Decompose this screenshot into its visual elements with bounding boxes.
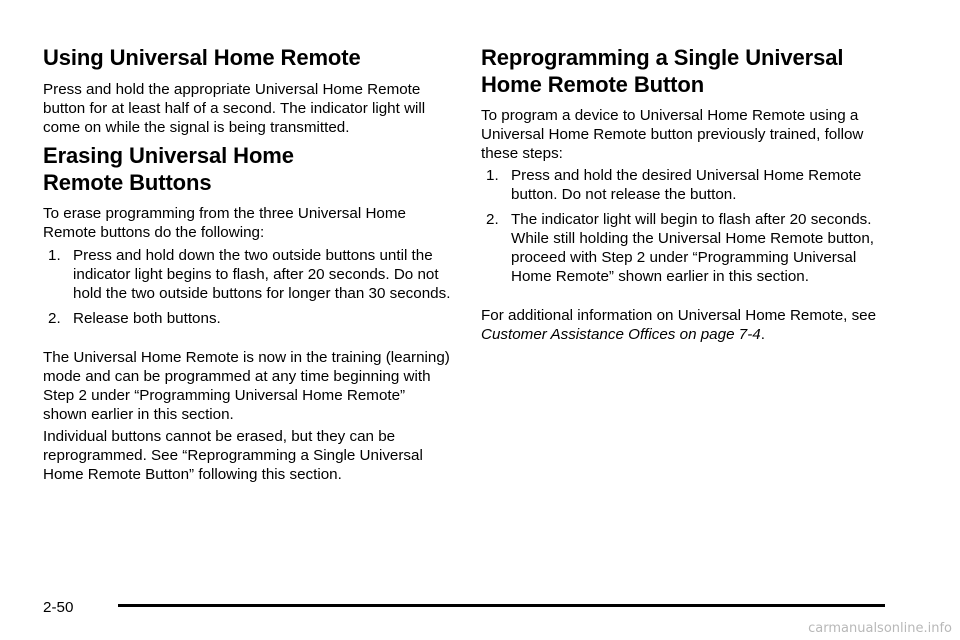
erase-steps-list bbox=[43, 246, 453, 328]
cross-reference-link[interactable]: Customer Assistance Offices on page 7-4 bbox=[481, 326, 761, 343]
paragraph-individual-buttons: Individual buttons cannot be erased, but they can be reprogrammed. See “Reprogramming a Single Universal Home Remote Button” following this section. bbox=[43, 428, 423, 483]
list-item bbox=[43, 246, 453, 303]
paragraph-training-mode: The Universal Home Remote is now in the training (learning) mode and can be programmed at any time beginning with Step 2 under “Programming Universal Home Remote” shown earlier in this section. bbox=[43, 349, 450, 423]
paragraph-using-remote: Press and hold the appropriate Universal Home Remote button for at least half of a second. The indicator light will come on while the signal is being transmitted. bbox=[43, 81, 426, 136]
paragraph-erase-intro: To erase programming from the three Universal Home Remote buttons do the following: bbox=[43, 205, 406, 241]
footer-divider bbox=[118, 604, 885, 607]
step-text: Press and hold down the two outside buttons until the indicator light begins to flash, after 20 seconds. Do not hold the two outside buttons for longer than 30 seconds. bbox=[73, 247, 451, 302]
step-text: Press and hold the desired Universal Home Remote button. Do not release the button. bbox=[511, 167, 862, 203]
additional-info-suffix: . bbox=[760, 326, 765, 343]
paragraph-additional-info bbox=[481, 306, 891, 344]
step-number: 1. bbox=[486, 167, 499, 184]
step-number: 2. bbox=[486, 211, 499, 228]
section-heading-erasing-buttons: Erasing Universal Home Remote Buttons bbox=[43, 143, 294, 195]
step-text: The indicator light will begin to flash after 20 seconds. While still holding the Universal Home Remote button, proceed with Step 2 under “Programming Universal Home Remote” shown earlier in this section. bbox=[511, 211, 874, 285]
step-number: 2. bbox=[48, 310, 61, 327]
watermark: carmanualsonline.info bbox=[808, 621, 952, 636]
section-heading-using-remote: Using Universal Home Remote bbox=[43, 45, 361, 70]
additional-info-text: For additional information on Universal Home Remote, see bbox=[481, 307, 877, 324]
paragraph-reprogram-intro: To program a device to Universal Home Remote using a Universal Home Remote button previously trained, follow these steps: bbox=[481, 107, 864, 162]
list-item bbox=[481, 210, 891, 286]
reprogram-steps-list bbox=[481, 166, 891, 286]
step-number: 1. bbox=[48, 247, 61, 264]
list-item bbox=[43, 309, 453, 328]
step-text: Release both buttons. bbox=[73, 310, 221, 327]
section-heading-reprogramming: Reprogramming a Single Universal Home Remote Button bbox=[481, 45, 844, 97]
list-item bbox=[481, 166, 891, 204]
page-number: 2-50 bbox=[43, 599, 74, 616]
